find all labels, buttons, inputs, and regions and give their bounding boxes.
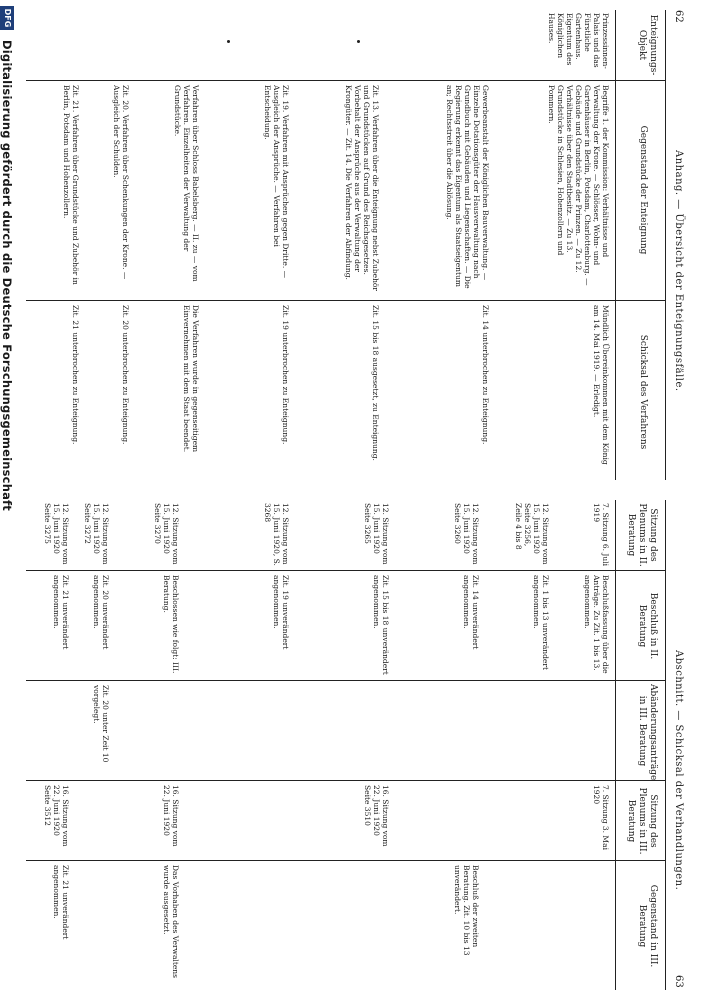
right-col-head-subject3: Gegenstand in III. Beratung	[637, 884, 658, 968]
left-running-head: Anhang. — Übersicht der Enteignungsfälle.	[673, 150, 684, 392]
right-head-rule	[615, 500, 616, 990]
right-row-5-decision2: Zit. 19 unverändert angenommen.	[272, 575, 290, 650]
right-col-head-decision2: Beschluß in II. Beratung	[637, 592, 658, 660]
left-col-rule-1	[26, 80, 666, 81]
margin-dot	[227, 40, 230, 43]
right-col-rule-1	[26, 570, 666, 571]
right-row-8-subject3: Zit. 21 unverändert angenommen.	[52, 865, 70, 940]
left-col-rule-2	[26, 300, 666, 301]
left-row-1-subject: Begriffe 1. der Kommission: Verhältnisse und Verwaltung der Krone. — Schlösser, Wohn- und Gartenhäuser in Berlin, Potsdam, Charlottenburg. — Gebäude und Grundstücke der Prinzen. — Zu 12. Verhältnisse über den Stadtbesitz. — Zu 13. Grundstücke in Schlesien, Hohenzollern und Pommern.	[547, 85, 610, 286]
left-row-4-outcome: Zit. 19 unterbrochen zu Enteignung.	[281, 305, 290, 445]
right-row-8-decision2: Zit. 21 unverändert angenommen.	[52, 575, 70, 650]
right-row-4-session3: 16. Sitzung vom 22. Juni 1920 Seite 3510	[363, 785, 390, 847]
dfg-logo: DFG	[0, 6, 14, 30]
left-row-5-outcome: Die Verfahren wurde in gegenseitigem Einvernehmen mit dem Staat beendet.	[182, 305, 200, 453]
right-row-7-decision2: Zit. 20 unverändert angenommen.	[92, 575, 110, 650]
right-row-6-decision2: Beschlossen wie folgt: III. Beratung.	[162, 575, 180, 674]
left-row-3-subject: Zit. 13. Verfahren über die Enteignung nebst Zubehör und Grundstücken auf Grund des Reichsgesetzes. Vorbehalt der Ansprüche aus der Verwaltung der Krongüter. — Zit. 14. Die Verfahren der Abfindung.	[344, 85, 380, 291]
dfg-sidebar	[0, 0, 14, 1000]
right-row-6-session3: 16. Sitzung vom 22. Juni 1920	[162, 785, 180, 847]
right-running-head: Abschnitt. — Schicksal der Verhandlungen.	[673, 650, 684, 891]
left-page-number: 62	[673, 10, 684, 23]
right-col-rule-3	[26, 780, 666, 781]
right-col-head-session2: Sitzung des Plenums in II. Beratung	[626, 503, 658, 567]
left-row-7-outcome: Zit. 21 unterbrochen zu Enteignung.	[71, 305, 80, 445]
right-row-3-session2: 12. Sitzung vom 15. Juni 1920 Seite 3260	[453, 503, 480, 565]
right-row-7-session2: 12. Sitzung vom 15. Juni 1920 Seite 3272	[83, 503, 110, 565]
right-row-7-amend3: Zit. 20 unter Zeit 10 vorgelegt.	[92, 685, 110, 763]
left-row-2-outcome: Zit. 14 unterbrochen zu Enteignung.	[481, 305, 490, 445]
right-col-rule-2	[26, 680, 666, 681]
left-row-7-subject: Zit. 21. Verfahren über Grundstücke und Zubehör in Berlin, Potsdam und Hohenzollern.	[62, 85, 80, 285]
right-row-6-session2: 12. Sitzung vom 15. Juni 1920 Seite 3270	[153, 503, 180, 565]
left-row-1-outcome: Mündlich Übereinkommen mit dem König am 14. Mai 1919. — Erledigt.	[592, 305, 610, 465]
right-col-head-amend3: Abänderungsanträge in III. Beratung	[637, 684, 658, 781]
dfg-funding-notice: Digitalisierung gefördert durch die Deutsche Forschungsgemeinschaft	[0, 40, 14, 511]
margin-dot	[357, 40, 360, 43]
left-row-6-outcome: Zit. 20 unterbrochen zu Enteignung.	[121, 305, 130, 445]
right-col-rule-4	[26, 860, 666, 861]
right-row-2-decision2: Zit. 1 bis 13 unverändert angenommen.	[532, 575, 550, 670]
left-row-3-outcome: Zit. 15 bis 18 ausgesetzt, zu Enteignung.	[371, 305, 380, 461]
right-top-rule	[665, 500, 666, 990]
right-page-number: 63	[673, 975, 684, 988]
left-col-head-object: Enteignungs-Objekt	[637, 14, 658, 76]
right-row-5-session2: 12. Sitzung vom 15. Juni 1920, S. 3268	[263, 503, 290, 566]
right-col-head-session3: Sitzung des Plenums in III. Beratung	[626, 787, 658, 855]
right-row-1-decision2: Beschlußfassung über die Anträge. Zu Zit. 1 bis 13. angenommen.	[583, 575, 610, 674]
right-row-8-session3: 16. Sitzung vom 22. Juni 1920 Seite 3512	[43, 785, 70, 847]
right-row-2-session2: 12. Sitzung vom 15. Juni 1920 Seite 3256, Zeile 4 bis 8	[514, 503, 550, 565]
right-row-1-session2: 7. Sitzung 6. Juli 1919	[592, 503, 610, 567]
left-col-head-outcome: Schicksal des Verfahrens	[638, 334, 648, 450]
left-row-1-object: Prinzessinnen-Palais und das Fürstliche Gartenhaus. Eigentum des Königlichen Hauses.	[547, 13, 610, 69]
right-row-8-session2: 12. Sitzung vom 15. Juni 1920 Seite 3275	[43, 503, 70, 565]
right-row-6-subject3: Das Vorhaben des Verwaltens wurde ausgesetzt.	[162, 865, 180, 978]
left-row-6-subject: Zit. 20. Verfahren über Schenkungen der Krone. — Ausgleich der Schulden.	[112, 85, 130, 280]
left-row-5-subject: Verfahren über Schloss Babelsberg. — II. zu — vom Verfahren. Einzelheiten der Verwaltung der Grundstücke.	[173, 85, 200, 282]
left-row-2-subject: Gewerbeanstalt der Königlichen Bauverwaltung. — Einzelne Dotationsgüter der Hausverwaltung nach Grundbuch mit Gebäuden und Liegenschaften. — Die Regierung erkennt das Eigentum als Staatseigentum an; Rechtsstreit über die Ablösung.	[445, 85, 490, 289]
right-row-3-subject3: Beschluß der zweiten Beratung. Zit. 10 bis 13 unverändert.	[453, 865, 480, 956]
left-row-4-subject: Zit. 19. Verfahren mit Ansprüchen gegen Dritte. — Ausgleich der Ansprüche. — Verfahren bei Entscheidung.	[263, 85, 290, 279]
right-row-4-decision2: Zit. 15 bis 18 unverändert angenommen.	[372, 575, 390, 675]
right-row-3-decision2: Zit. 14 unverändert angenommen.	[462, 575, 480, 650]
right-row-4-session2: 12. Sitzung vom 15. Juni 1920 Seite 3265	[363, 503, 390, 565]
left-col-head-subject: Gegenstand der Enteignung	[638, 125, 648, 255]
right-row-1-session3: 7. Sitzung 3. Mai 1920	[592, 785, 610, 850]
